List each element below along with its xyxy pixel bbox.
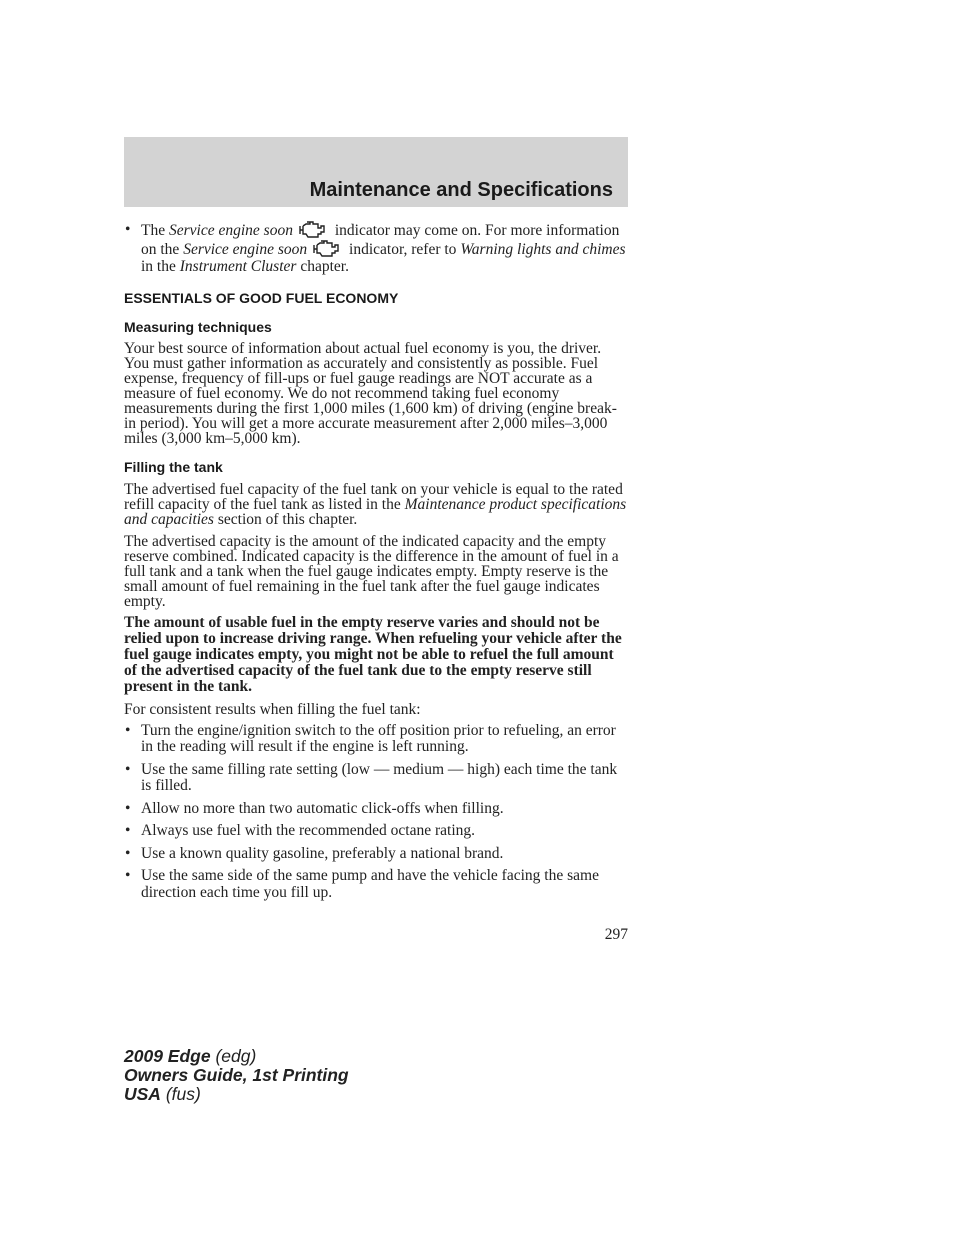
service-engine-soon-label: Service engine soon [168,222,293,239]
text-fragment: indicator may come on. For more information on the [141,222,620,258]
cross-reference: Maintenance product specifications and capacities [124,495,627,528]
text-fragment: indicator, refer to [345,240,461,258]
footer-line-3 [124,1085,349,1104]
text-fragment: in the [141,258,180,275]
list-item-text: Use a known quality gasoline, preferably a national brand. [141,844,504,862]
section-title: Maintenance and Specifications [309,179,613,201]
footer-market-code: (fus) [160,1084,201,1104]
list-item [124,868,628,901]
bullet-dot: • [125,844,131,862]
list-item [124,762,628,795]
footer-line-1 [124,1047,349,1066]
cross-reference: Warning lights and chimes [460,240,626,258]
list-item-text: Turn the engine/ignition switch to the off position prior to refueling, an error in the reading will result if the engine is left running. [141,721,616,755]
measuring-heading: Measuring techniques [124,318,272,335]
footer-model-code: (edg) [210,1046,257,1066]
footer-market: USA [124,1084,161,1104]
bullet-dot: • [125,721,131,739]
list-item [124,846,628,863]
list-item-text: Use the same filling rate setting (low — medium — high) each time the tank is filled. [141,760,618,794]
fuel-reserve-warning: The amount of usable fuel in the empty reserve varies and should not be relied upon to increase driving range. When refueling your vehicle after the fuel gauge indicates empty, you might not be able to refuel the full amount of the advertised capacity of the fuel tank due to the empty reserve still present in the tank. [124,613,622,695]
list-item-text: Always use fuel with the recommended octane rating. [141,822,475,839]
section-heading: ESSENTIALS OF GOOD FUEL ECONOMY [124,289,399,306]
bullet-dot: • [125,760,131,778]
list-item [124,823,628,840]
bullet-dot: • [125,867,131,884]
page-number: 297 [604,926,628,943]
bullet-dot: • [125,221,131,238]
filling-paragraph-1 [124,482,628,527]
text-fragment: section of this chapter. [213,510,358,528]
bullet-dot: • [125,822,131,839]
intro-bullet [124,221,628,276]
text-fragment: The advertised fuel capacity of the fuel tank on your vehicle is equal to the rated refill capacity of the fuel tank as listed in the [124,480,623,513]
list-item-text: Use the same side of the same pump and have the vehicle facing the same direction each time you fill up. [141,867,599,901]
text-fragment: chapter. [296,258,349,275]
list-item [124,801,628,818]
list-item-text: Allow no more than two automatic click-offs when filling. [141,799,504,817]
filling-paragraph-2: The advertised capacity is the amount of the indicated capacity and the empty reserve combined. Indicated capacity is the difference in the amount of fuel in a full tank and a tank when the fuel gauge indicates empty. Empty reserve is the small amount of fuel remaining in the fuel tank after the fuel gauge indicates empty. [124,532,619,610]
filling-intro: For consistent results when filling the fuel tank: [124,700,421,718]
cross-reference: Instrument Cluster [179,258,297,275]
service-engine-soon-label: Service engine soon [183,240,308,258]
intro-bullet-text [141,221,628,276]
page-content [124,221,628,901]
bullet-dot: • [125,799,131,817]
filling-heading: Filling the tank [124,458,223,475]
footer-printing: Owners Guide, 1st Printing [124,1065,349,1085]
text-fragment: The [141,222,169,239]
header-band [124,137,628,207]
list-item [124,723,628,756]
measuring-paragraph: Your best source of information about actual fuel economy is you, the driver. You must gather information as accurately and consistently as possible. Fuel expense, frequency of fill-ups or fuel gauge readings are NOT accurate as a measure of fuel economy. We do not recommend taking fuel economy measurements during the first 1,000 miles (1,600 km) of driving (engine break-in period). You will get a more accurate measurement after 2,000 miles–3,000 miles (3,000 km–5,000 km). [124,339,617,447]
footer-model: 2009 Edge [124,1046,211,1066]
footer-line-2 [124,1066,349,1085]
service-engine-soon-icon [311,240,341,258]
service-engine-soon-icon [297,221,327,239]
footer-imprint [124,1047,349,1104]
